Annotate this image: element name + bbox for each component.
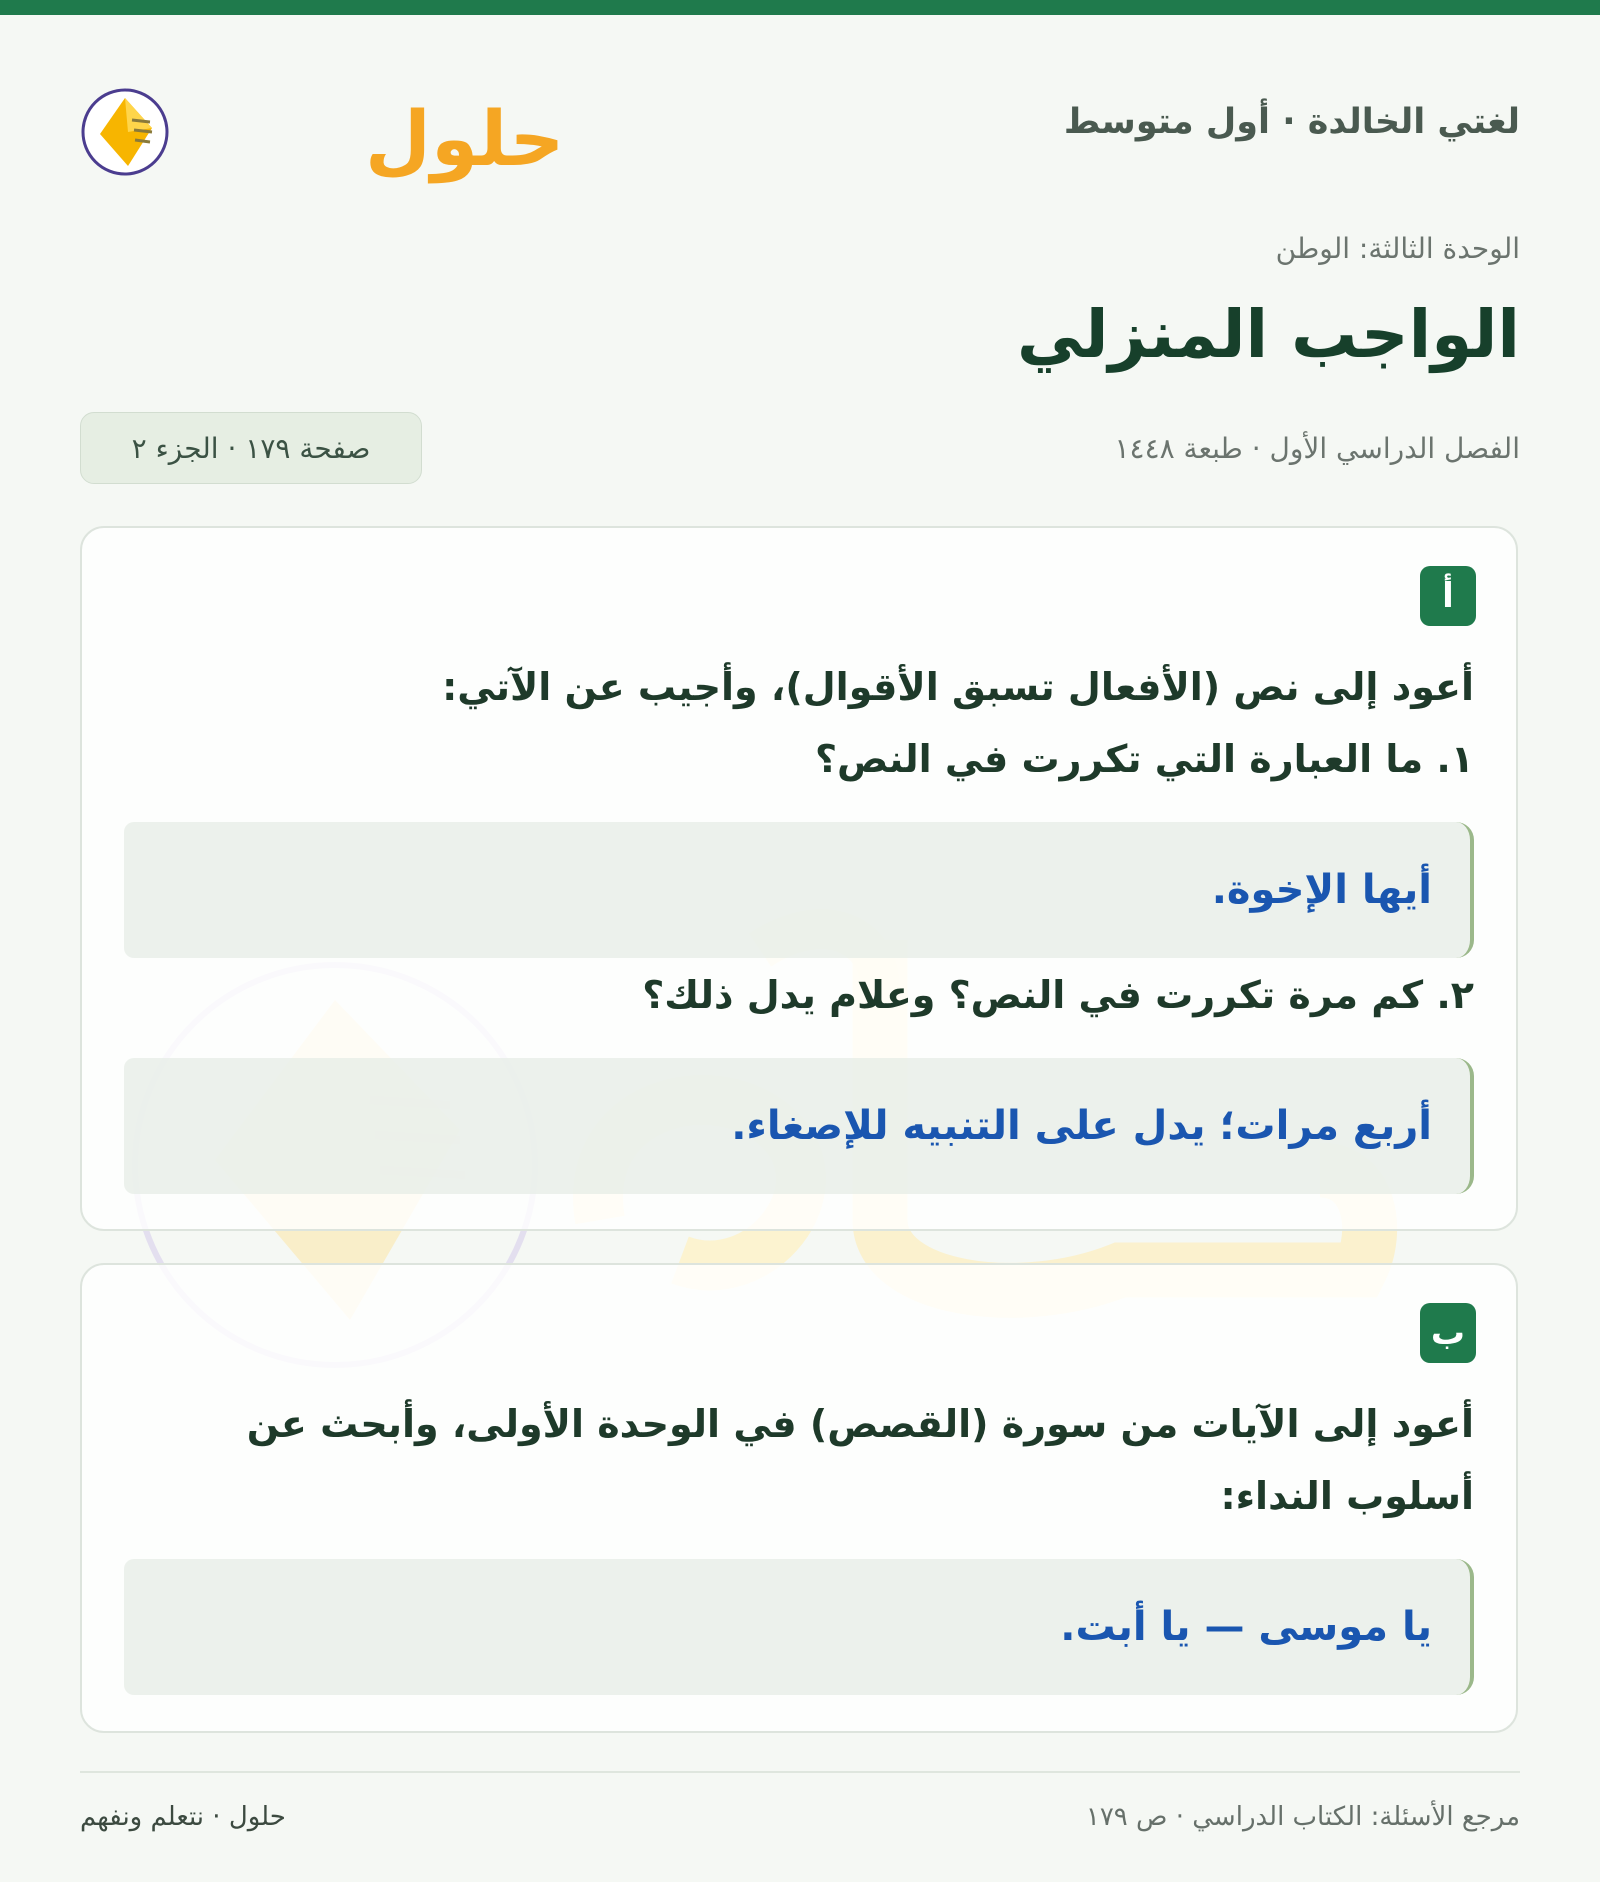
unit-label: الوحدة الثالثة: الوطن bbox=[1275, 232, 1520, 265]
section-letter-badge: ب bbox=[1420, 1303, 1476, 1363]
page-header bbox=[80, 60, 1520, 190]
question-2: ٢. كم مرة تكررت في النص؟ وعلام يدل ذلك؟ bbox=[642, 973, 1474, 1017]
page-title: الواجب المنزلي bbox=[1016, 296, 1520, 373]
top-accent-bar bbox=[0, 0, 1600, 15]
logo-text: حلول bbox=[365, 94, 565, 183]
section-card-b bbox=[80, 1263, 1518, 1733]
answer-3: يا موسى — يا أبت. bbox=[1060, 1604, 1432, 1650]
section-prompt: أعود إلى نص (الأفعال تسبق الأقوال)، وأجيب عن الآتي: bbox=[442, 665, 1474, 709]
answer-box-2 bbox=[124, 1058, 1474, 1194]
answer-box-1 bbox=[124, 822, 1474, 958]
answer-1: أيها الإخوة. bbox=[1211, 867, 1432, 913]
answer-2: أربع مرات؛ يدل على التنبيه للإصغاء. bbox=[731, 1103, 1432, 1149]
page-badge: صفحة ١٧٩ · الجزء ٢ bbox=[80, 412, 422, 484]
section-prompt-line-2: أسلوب النداء: bbox=[1220, 1474, 1474, 1518]
section-prompt-line-1: أعود إلى الآيات من سورة (القصص) في الوحدة الأولى، وأبحث عن bbox=[246, 1402, 1474, 1446]
book-diamond-icon bbox=[83, 90, 167, 174]
question-1: ١. ما العبارة التي تكررت في النص؟ bbox=[815, 737, 1474, 781]
series-title: لغتي الخالدة · أول متوسط bbox=[1063, 102, 1520, 142]
answer-box-3 bbox=[124, 1559, 1474, 1695]
term-label: الفصل الدراسي الأول · طبعة ١٤٤٨ bbox=[1114, 432, 1520, 465]
brand-logo[interactable] bbox=[80, 70, 565, 190]
footer-reference: مرجع الأسئلة: الكتاب الدراسي · ص ١٧٩ bbox=[1085, 1802, 1520, 1832]
footer-divider bbox=[80, 1771, 1520, 1773]
section-card-a bbox=[80, 526, 1518, 1231]
footer-brand: حلول · نتعلم ونفهم bbox=[80, 1802, 286, 1832]
section-letter-badge: أ bbox=[1420, 566, 1476, 626]
